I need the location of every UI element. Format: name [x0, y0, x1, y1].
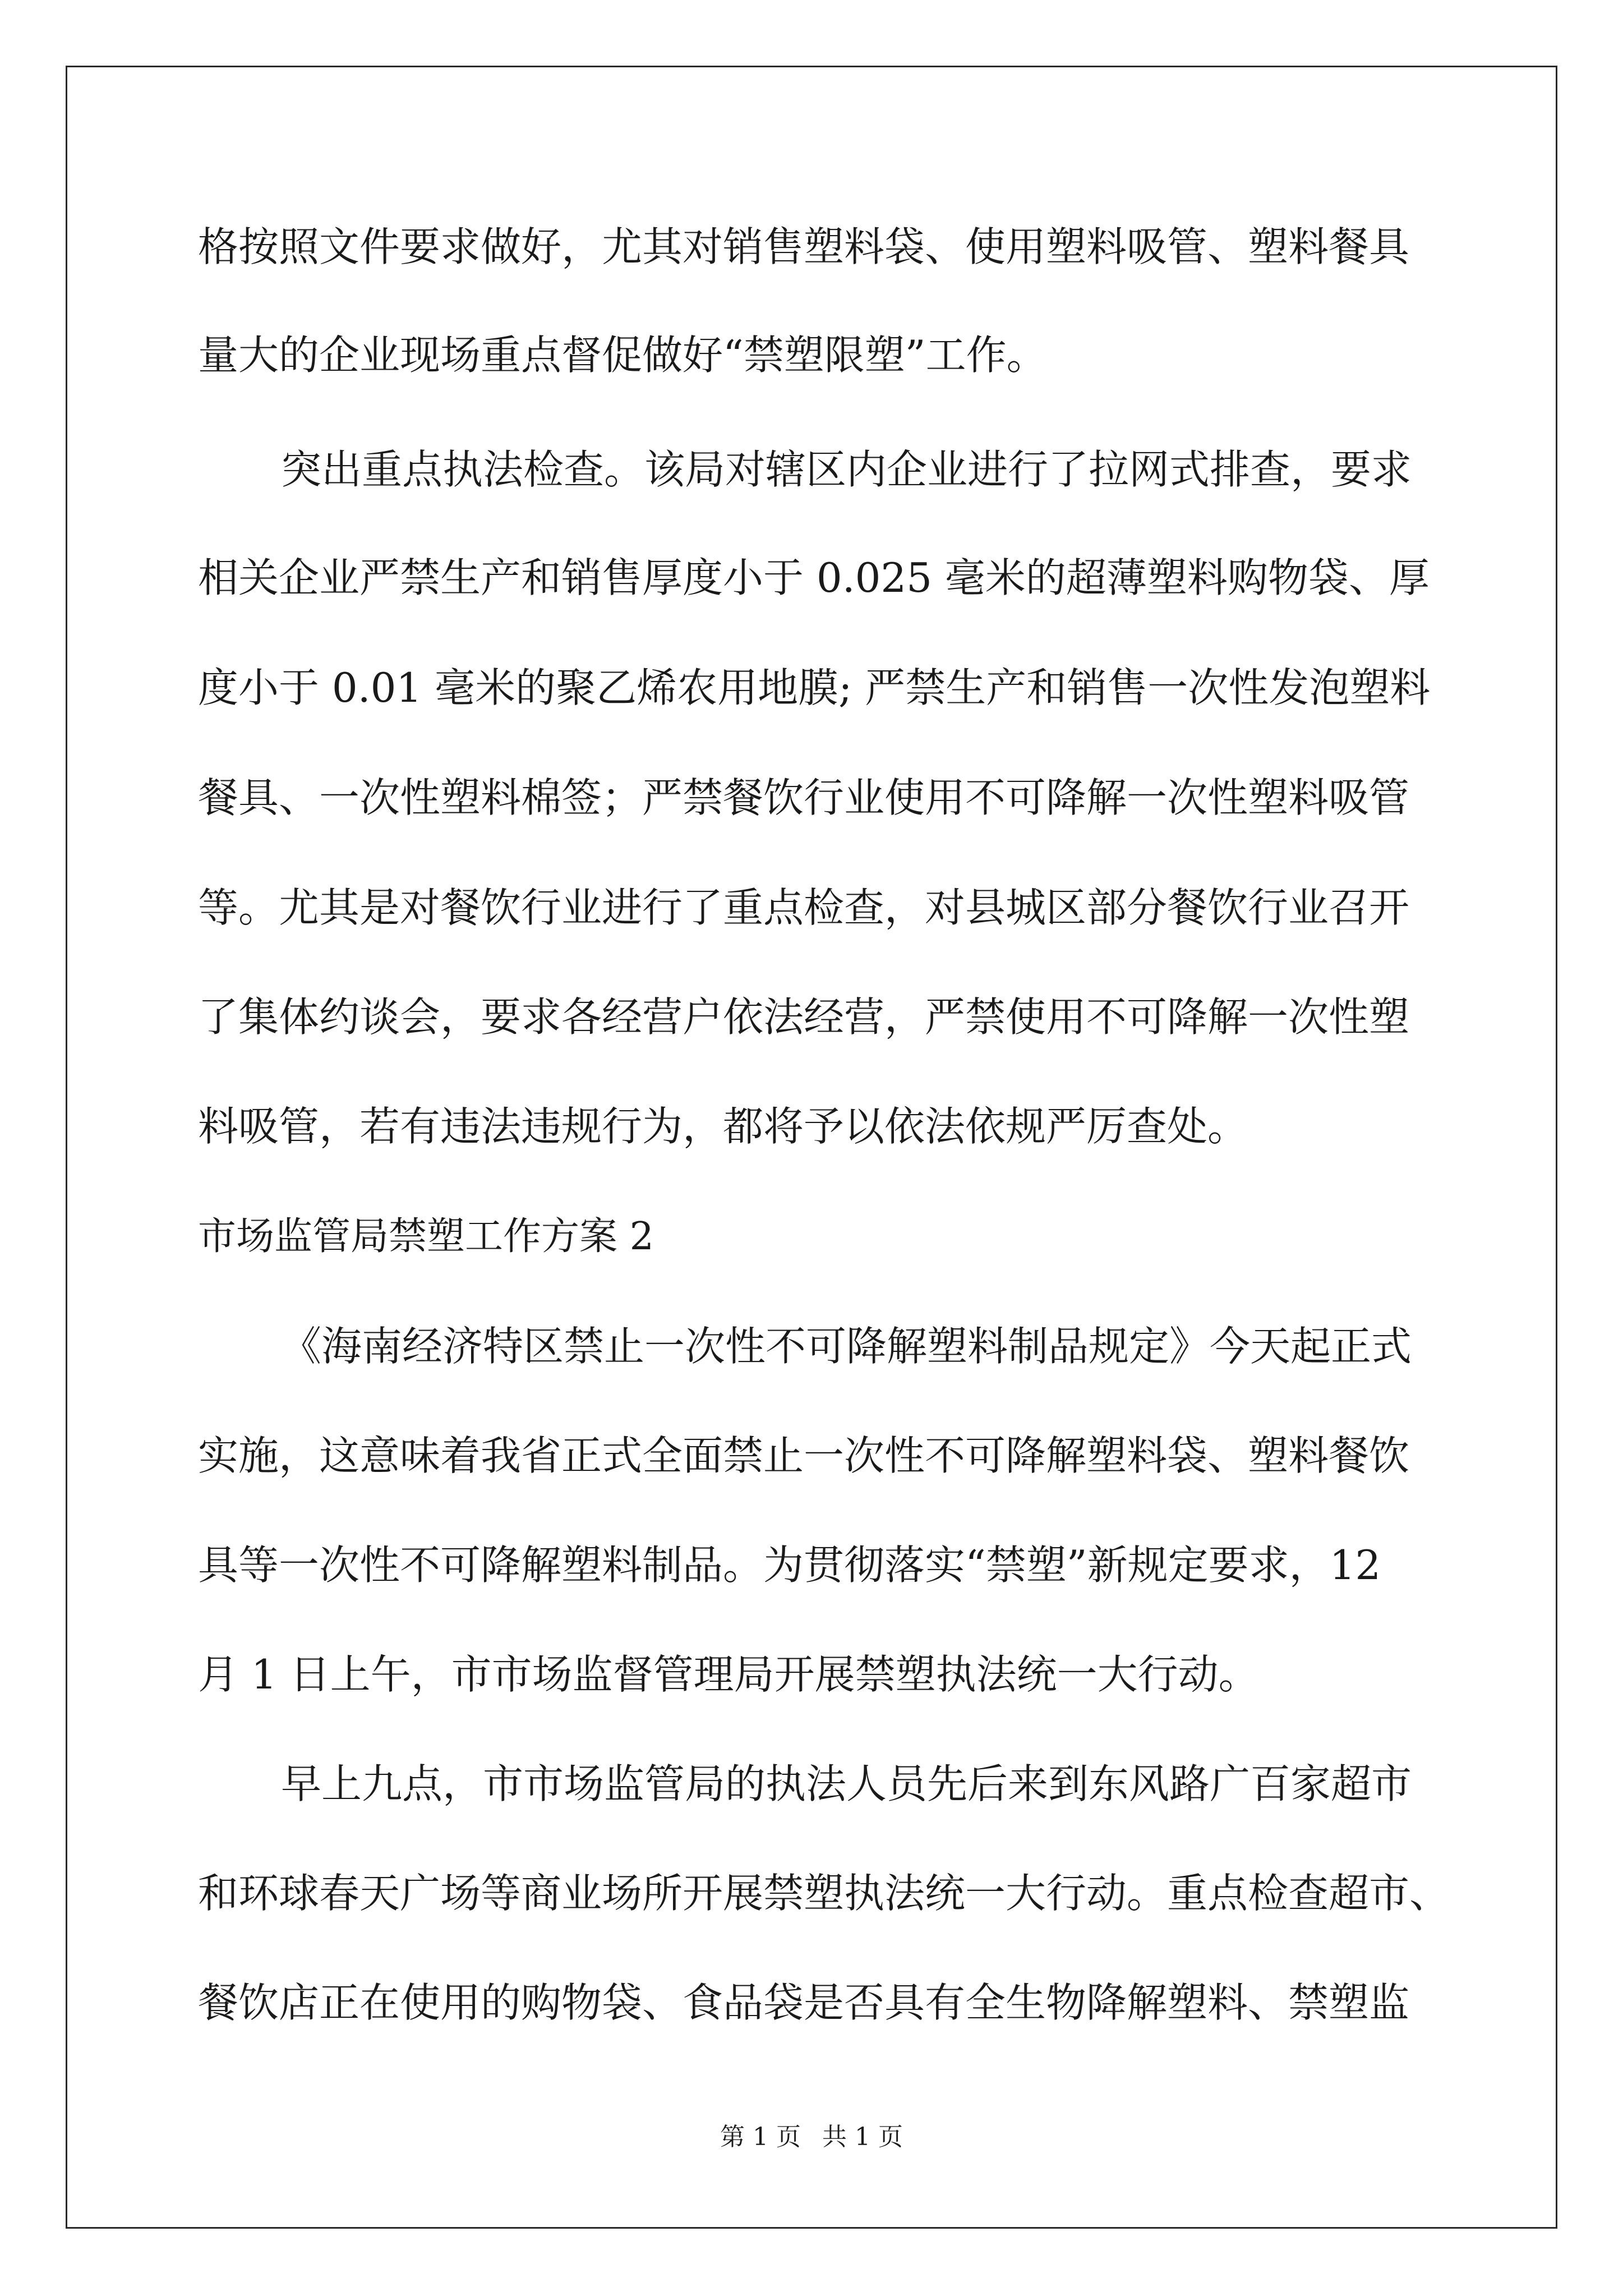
page-number: 第 1 页	[720, 2123, 801, 2151]
text-line: 了集体约谈会，要求各经营户依法经营，严禁使用不可降解一次性塑	[198, 993, 1410, 1041]
text-line: 等。尤其是对餐饮行业进行了重点检查，对县城区部分餐饮行业召开	[198, 884, 1410, 931]
page-footer	[0, 2120, 1623, 2154]
text-line: 格按照文件要求做好，尤其对销售塑料袋、使用塑料吸管、塑料餐具	[198, 223, 1410, 270]
section-heading: 市场监管局禁塑工作方案 2	[198, 1214, 654, 1259]
text-line: 餐具、一次性塑料棉签；严禁餐饮行业使用不可降解一次性塑料吸管	[198, 774, 1410, 821]
text-line: 早上九点，市市场监管局的执法人员先后来到东风路广百家超市	[281, 1760, 1412, 1807]
text-line: 和环球春天广场等商业场所开展禁塑执法统一大行动。重点检查超市、	[198, 1870, 1450, 1917]
text-line: 月 1 日上午，市市场监督管理局开展禁塑执法统一大行动。	[198, 1651, 1259, 1698]
text-line: 实施，这意味着我省正式全面禁止一次性不可降解塑料袋、塑料餐饮	[198, 1432, 1410, 1479]
text-line: 量大的企业现场重点督促做好“禁塑限塑”工作。	[198, 332, 1047, 379]
text-line: 相关企业严禁生产和销售厚度小于 0.025 毫米的超薄塑料购物袋、厚	[198, 554, 1430, 601]
text-line: 突出重点执法检查。该局对辖区内企业进行了拉网式排查，要求	[281, 446, 1412, 493]
page-total: 共 1 页	[822, 2123, 903, 2151]
text-line: 餐饮店正在使用的购物袋、食品袋是否具有全生物降解塑料、禁塑监	[198, 1979, 1410, 2026]
text-line: 具等一次性不可降解塑料制品。为贯彻落实“禁塑”新规定要求，12	[198, 1542, 1381, 1589]
text-line: 度小于 0.01 毫米的聚乙烯农用地膜; 严禁生产和销售一次性发泡塑料	[198, 664, 1431, 711]
text-line: 料吸管，若有违法违规行为，都将予以依法依规严厉查处。	[198, 1103, 1248, 1150]
text-line: 《海南经济特区禁止一次性不可降解塑料制品规定》今天起正式	[281, 1323, 1412, 1370]
